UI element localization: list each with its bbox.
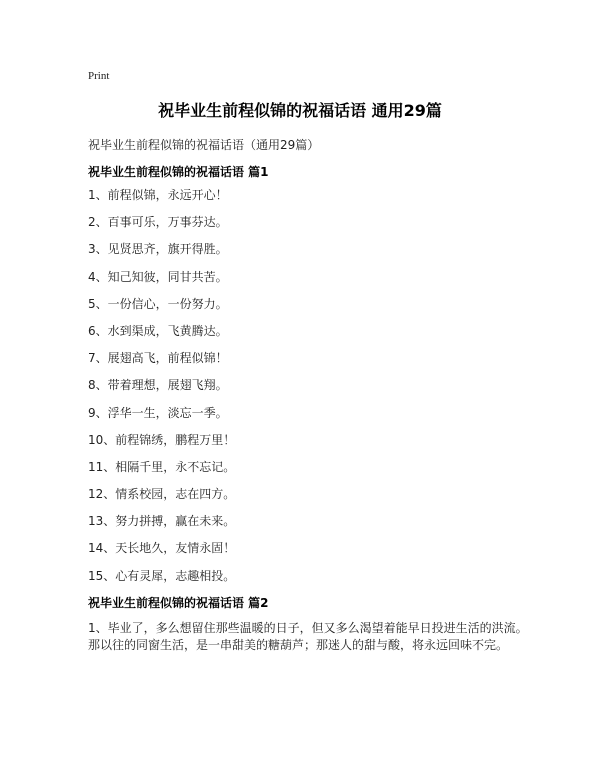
list-item: 2、百事可乐，万事芬达。 (88, 215, 228, 230)
list-item: 3、见贤思齐，旗开得胜。 (88, 242, 228, 257)
list-item: 10、前程锦绣，鹏程万里！ (88, 432, 236, 447)
list-item: 7、展翅高飞，前程似锦！ (88, 351, 228, 366)
list-item: 8、带着理想，展翅飞翔。 (88, 378, 228, 393)
list-item: 4、知己知彼，同甘共苦。 (88, 269, 228, 284)
list-item: 6、水到渠成，飞黄腾达。 (88, 323, 228, 338)
list-item: 1、前程似锦，永远开心！ (88, 188, 228, 202)
list-item: 12、情系校园，志在四方。 (88, 487, 236, 502)
list-item: 9、浮华一生，淡忘一季。 (88, 405, 228, 420)
list-item: 13、努力拼搏，赢在未来。 (88, 514, 236, 529)
section-heading-2: 祝毕业生前程似锦的祝福话语 篇2 (88, 596, 269, 610)
print-link[interactable]: Print (88, 70, 110, 82)
page-subtitle: 祝毕业生前程似锦的祝福话语（通用29篇） (88, 138, 320, 152)
list-item: 14、天长地久，友情永固！ (88, 541, 236, 556)
list-item: 11、相隔千里，永不忘记。 (88, 459, 236, 474)
wish-list (88, 188, 235, 596)
section-paragraph: 1、毕业了，多么想留住那些温暖的日子，但又多么渴望着能早日投进生活的洪流。那以往的同窗生活，是一串甜美的糖葫芦；那迷人的甜与酸，将永远回味不完。 (88, 621, 528, 652)
list-item: 15、心有灵犀，志趣相投。 (88, 568, 236, 583)
page-title: 祝毕业生前程似锦的祝福话语 通用29篇 (158, 101, 442, 120)
section-heading-1: 祝毕业生前程似锦的祝福话语 篇1 (88, 165, 269, 179)
list-item: 5、一份信心，一份努力。 (88, 296, 228, 311)
